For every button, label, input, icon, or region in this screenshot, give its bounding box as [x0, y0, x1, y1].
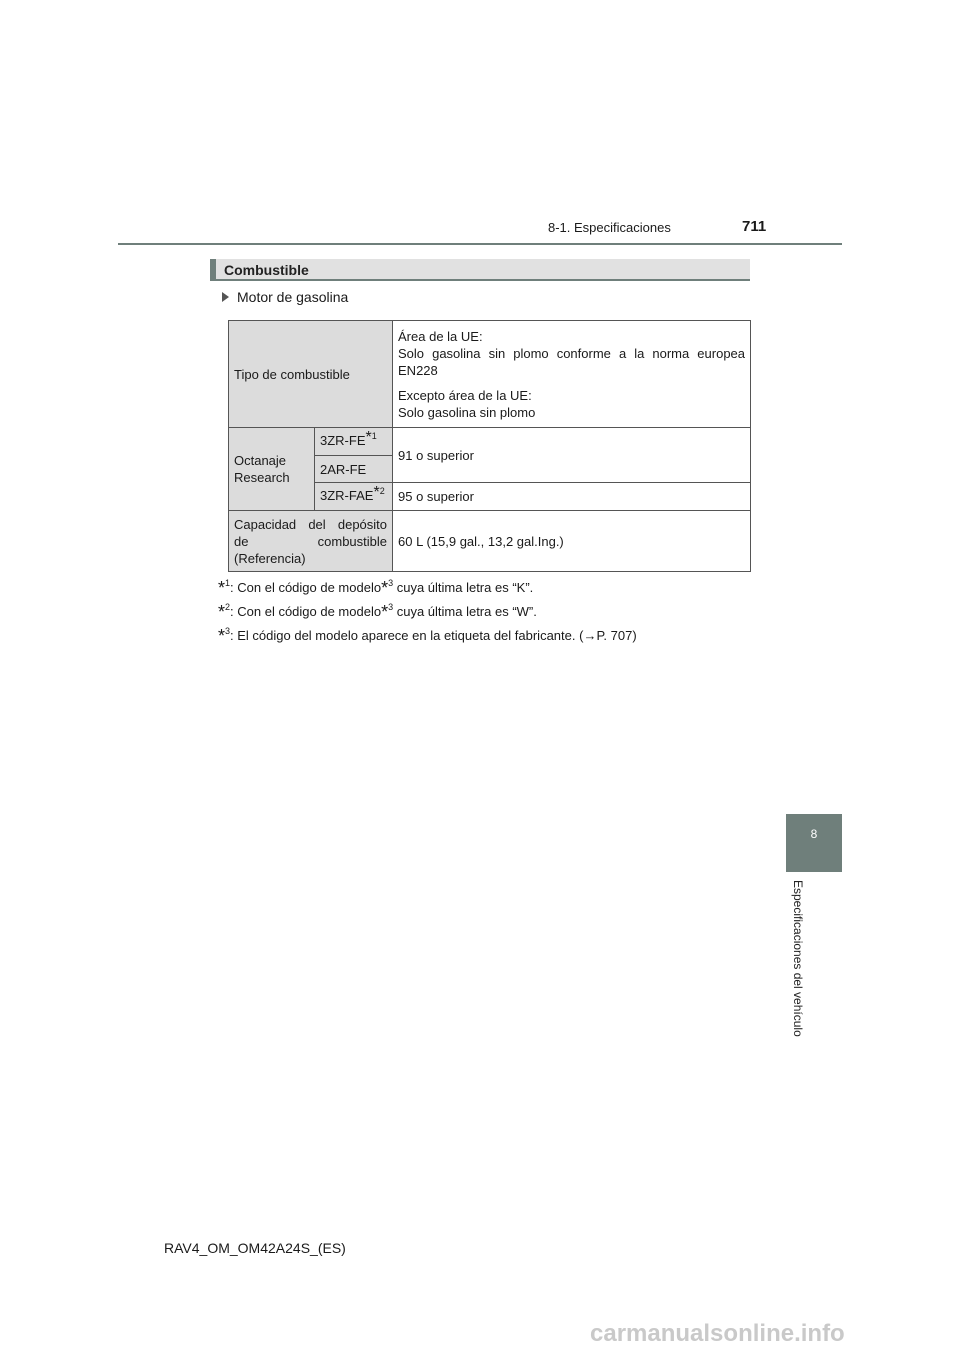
- footnote-item: [218, 624, 637, 648]
- header-section-title: 8-1. Especificaciones: [548, 220, 671, 235]
- footnote-item: [218, 576, 637, 600]
- table-row-octane-1: [229, 428, 751, 456]
- footer-doc-id: RAV4_OM_OM42A24S_(ES): [164, 1240, 346, 1256]
- table-row-fuel-type: [229, 321, 751, 428]
- footnote-text: : El código del modelo aparece en la etiqueta del fabricante. (: [230, 628, 584, 643]
- footnote-star: *: [381, 602, 389, 622]
- arrow-right-icon: →: [583, 628, 597, 643]
- footnote-number: 1: [225, 578, 231, 588]
- footnotes: [218, 576, 637, 648]
- section-heading-bar: [210, 259, 750, 281]
- engine-code: 2AR-FE: [320, 461, 367, 477]
- subheading: [222, 289, 348, 305]
- engine-code-cell: [315, 483, 393, 511]
- engine-code: 3ZR-FAE: [320, 488, 374, 503]
- page-reference-link[interactable]: P. 707): [596, 628, 637, 643]
- footnote-ref: 3: [388, 602, 394, 612]
- footnote-text: cuya última letra es “W”.: [393, 604, 537, 619]
- chapter-title-vertical: Especificaciones del vehículo: [791, 880, 805, 1037]
- footnote-star: *: [365, 429, 372, 446]
- fuel-type-eu-value: Solo gasolina sin plomo conforme a la norma europea EN228: [398, 345, 746, 378]
- footnote-text: cuya última letra es “K”.: [393, 580, 534, 595]
- subheading-text: Motor de gasolina: [237, 289, 349, 305]
- section-title: Combustible: [224, 262, 309, 278]
- fuel-type-value: [393, 321, 751, 428]
- footnote-star: *: [381, 578, 389, 598]
- watermark: carmanualsonline.info: [590, 1320, 845, 1347]
- fuel-spec-table: [228, 320, 751, 572]
- capacity-label: Capacidad del depósito de combustible (Referencia): [229, 511, 393, 572]
- footnote-ref: 1: [371, 431, 377, 441]
- fuel-type-eu-label: Área de la UE:: [398, 328, 483, 344]
- fuel-type-non-eu-label: Excepto área de la UE:: [398, 387, 532, 403]
- capacity-value: 60 L (15,9 gal., 13,2 gal.Ing.): [393, 511, 751, 572]
- header-divider: [118, 243, 842, 245]
- fuel-type-label: Tipo de combustible: [229, 321, 393, 428]
- footnote-star: *: [218, 626, 226, 646]
- fuel-type-non-eu-value: Solo gasolina sin plomo: [398, 404, 536, 420]
- footnote-number: 2: [225, 602, 231, 612]
- engine-code-cell: [315, 456, 393, 483]
- octane-value-1: 91 o superior: [393, 428, 751, 483]
- engine-code: 3ZR-FE: [320, 433, 366, 448]
- engine-code-cell: [315, 428, 393, 456]
- footnote-item: [218, 600, 637, 624]
- octane-value-2: 95 o superior: [393, 483, 751, 511]
- footnote-star: *: [218, 578, 226, 598]
- octane-label: Octanaje Research: [229, 428, 315, 511]
- page-number: 711: [742, 218, 767, 235]
- footnote-ref: 3: [388, 578, 394, 588]
- footnote-text: : Con el código de modelo: [230, 604, 382, 619]
- footnote-text: : Con el código de modelo: [230, 580, 382, 595]
- table-row-capacity: [229, 511, 751, 572]
- footnote-number: 3: [225, 626, 231, 636]
- footnote-star: *: [373, 484, 380, 501]
- footnote-ref: 2: [379, 486, 385, 496]
- arrow-bullet-icon: [222, 292, 229, 302]
- footnote-star: *: [218, 602, 226, 622]
- chapter-tab: 8: [786, 814, 842, 872]
